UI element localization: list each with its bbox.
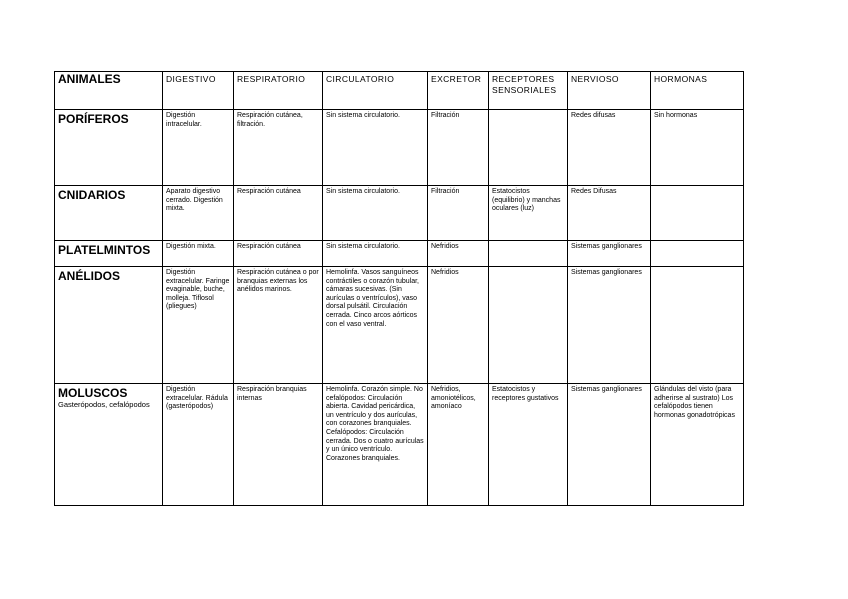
digestivo-cell: Digestión extracelular. Rádula (gasterópodos)	[163, 384, 234, 506]
nervioso-cell: Sistemas ganglionares	[568, 267, 651, 384]
nervioso-cell: Redes Difusas	[568, 186, 651, 241]
respiratorio-cell: Respiración cutánea o por branquias externas los anélidos marinos.	[234, 267, 323, 384]
animal-systems-table	[54, 71, 744, 506]
respiratorio-cell: Respiración cutánea	[234, 186, 323, 241]
excretor-cell: Nefridios	[428, 267, 489, 384]
excretor-cell: Nefridios	[428, 241, 489, 267]
hormonas-cell: Sin hormonas	[651, 110, 744, 186]
digestivo-cell: Digestión intracelular.	[163, 110, 234, 186]
circulatorio-cell: Hemolinfa. Vasos sanguíneos contráctiles o corazón tubular, cámaras sucesivas. (Sin aurículas o ventrículos), vaso dorsal pulsátil. Circulación cerrada. Cinco arcos aórticos con el vaso ventral.	[323, 267, 428, 384]
header-digestivo: DIGESTIVO	[163, 72, 234, 110]
nervioso-cell: Sistemas ganglionares	[568, 241, 651, 267]
receptores-cell	[489, 241, 568, 267]
circulatorio-cell: Sin sistema circulatorio.	[323, 186, 428, 241]
table-row	[55, 186, 744, 241]
circulatorio-cell: Sin sistema circulatorio.	[323, 110, 428, 186]
header-row	[55, 72, 744, 110]
respiratorio-cell: Respiración branquias internas	[234, 384, 323, 506]
nervioso-cell: Redes difusas	[568, 110, 651, 186]
animal-name: PORÍFEROS	[55, 110, 163, 186]
table-row	[55, 241, 744, 267]
header-circulatorio: CIRCULATORIO	[323, 72, 428, 110]
animal-name: PLATELMINTOS	[55, 241, 163, 267]
excretor-cell: Nefridios, amoniotélicos, amoníaco	[428, 384, 489, 506]
respiratorio-cell: Respiración cutánea, filtración.	[234, 110, 323, 186]
receptores-cell: Estatocistos y receptores gustativos	[489, 384, 568, 506]
circulatorio-cell: Sin sistema circulatorio.	[323, 241, 428, 267]
digestivo-cell: Digestión extracelular. Faringe evaginable, buche, molleja. Tiflosol (pliegues)	[163, 267, 234, 384]
header-excretor: EXCRETOR	[428, 72, 489, 110]
excretor-cell: Filtración	[428, 186, 489, 241]
circulatorio-cell: Hemolinfa. Corazón simple. No cefalópodos: Circulación abierta. Cavidad pericárdica, un ventrículo y dos aurículas, con corazones branquiales. Cefalópodos: Circulación cerrada. Dos o cuatro aurículas y un único ventrículo. Corazones branquiales.	[323, 384, 428, 506]
table-row	[55, 384, 744, 506]
header-hormonas: HORMONAS	[651, 72, 744, 110]
digestivo-cell: Aparato digestivo cerrado. Digestión mixta.	[163, 186, 234, 241]
hormonas-cell	[651, 267, 744, 384]
receptores-cell: Estatocistos (equilibrio) y manchas oculares (luz)	[489, 186, 568, 241]
table-row	[55, 267, 744, 384]
header-respiratorio: RESPIRATORIO	[234, 72, 323, 110]
receptores-cell	[489, 267, 568, 384]
receptores-cell	[489, 110, 568, 186]
animal-cell	[55, 384, 163, 506]
animal-name: MOLUSCOS	[58, 386, 128, 400]
excretor-cell: Filtración	[428, 110, 489, 186]
header-receptores: RECEPTORES SENSORIALES	[489, 72, 568, 110]
animal-name: ANÉLIDOS	[55, 267, 163, 384]
animal-name: CNIDARIOS	[55, 186, 163, 241]
header-nervioso: NERVIOSO	[568, 72, 651, 110]
respiratorio-cell: Respiración cutánea	[234, 241, 323, 267]
hormonas-cell	[651, 241, 744, 267]
hormonas-cell: Glándulas del visto (para adherirse al sustrato) Los cefalópodos tienen hormonas gonadotrópicas	[651, 384, 744, 506]
header-animales: ANIMALES	[55, 72, 163, 110]
digestivo-cell: Digestión mixta.	[163, 241, 234, 267]
hormonas-cell	[651, 186, 744, 241]
animal-subgroups: Gasterópodos, cefalópodos	[58, 400, 150, 409]
nervioso-cell: Sistemas ganglionares	[568, 384, 651, 506]
table-row	[55, 110, 744, 186]
